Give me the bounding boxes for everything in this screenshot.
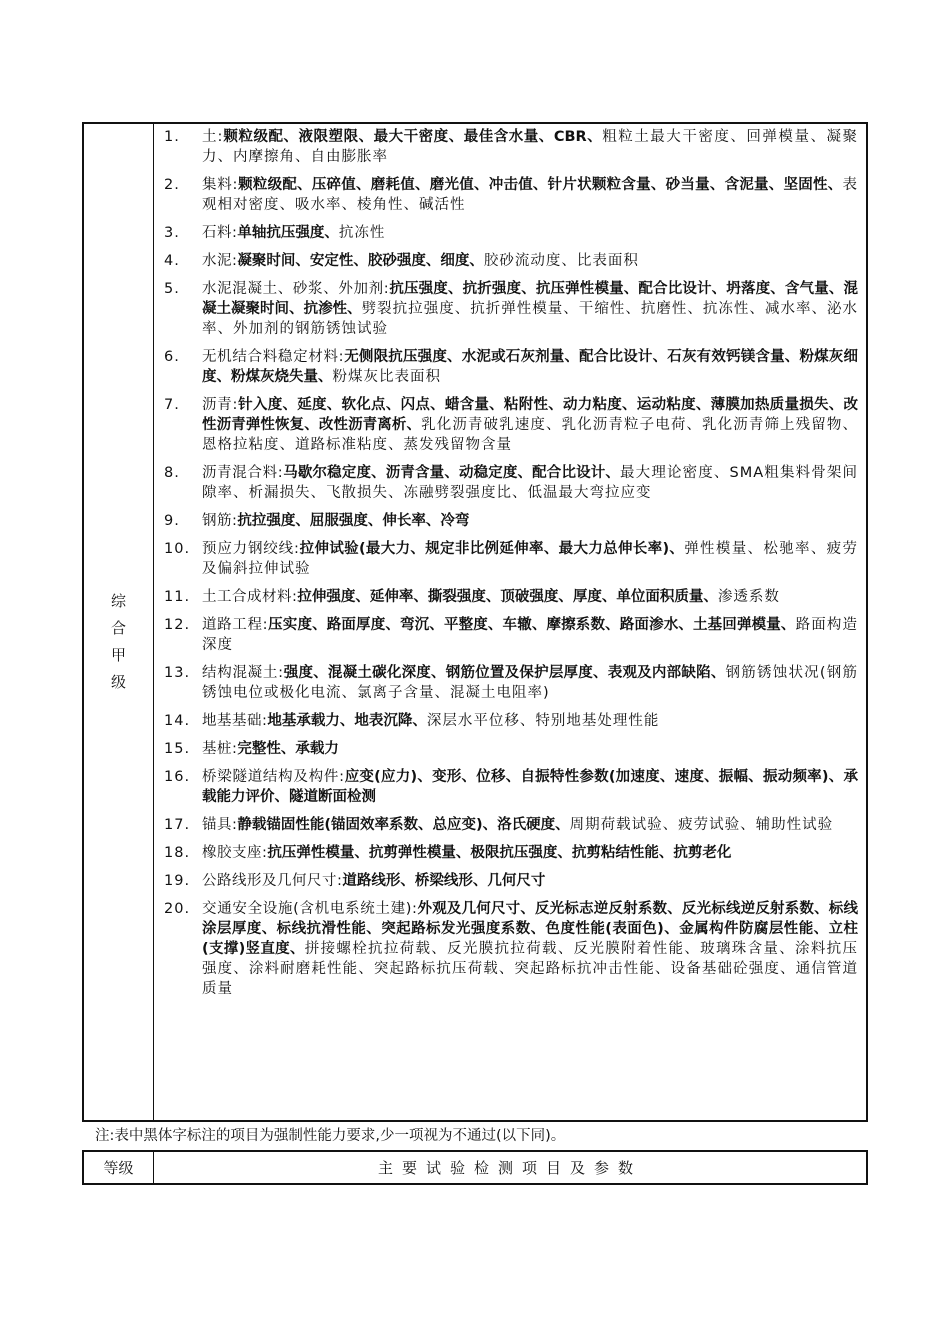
mandatory-parameters: 抗拉强度、屈服强度、伸长率、冷弯 (237, 513, 470, 529)
list-item (164, 539, 858, 579)
mandatory-parameters: 针入度、延度、软化点、闪点、蜡含量、粘附性、动力粘度、运动粘度、薄膜加热质量损失、改性沥青弹性恢复、改性沥青离析、 (202, 397, 858, 433)
list-item (164, 511, 858, 531)
item-number: 14. (164, 713, 191, 729)
item-number: 13. (164, 665, 191, 681)
mandatory-parameters: 应变(应力)、变形、位移、自振特性参数(加速度、速度、振幅、振动频率)、承载能力评价、隧道断面检测 (202, 769, 858, 805)
item-text (202, 127, 858, 167)
list-item (164, 843, 858, 863)
list-item (164, 663, 858, 703)
item-text (202, 395, 858, 455)
item-number: 8. (164, 465, 180, 481)
list-item (164, 815, 858, 835)
mandatory-parameters: 颗粒级配、液限塑限、最大干密度、最佳含水量、CBR、 (222, 129, 603, 145)
list-item (164, 347, 858, 387)
item-number: 16. (164, 769, 191, 785)
item-text (202, 279, 858, 339)
item-label: 钢筋: (202, 513, 238, 529)
item-number: 9. (164, 513, 180, 529)
mandatory-parameters: 地基承载力、地表沉降、 (267, 713, 427, 729)
item-text (202, 899, 858, 999)
optional-parameters: 渗透系数 (717, 589, 780, 605)
item-number: 12. (164, 617, 191, 633)
item-text (202, 587, 858, 607)
header-items: 主要试验检测项目及参数 (377, 1159, 642, 1177)
mandatory-parameters: 抗压弹性模量、抗剪弹性模量、极限抗压强度、抗剪粘结性能、抗剪老化 (267, 845, 732, 861)
item-number: 4. (164, 253, 180, 269)
item-text (202, 739, 858, 759)
item-number: 10. (164, 541, 191, 557)
list-item (164, 223, 858, 243)
item-number: 17. (164, 817, 191, 833)
mandatory-parameters: 压实度、路面厚度、弯沉、平整度、车辙、摩擦系数、路面渗水、土基回弹模量、 (268, 617, 796, 633)
item-label: 沥青: (202, 397, 238, 413)
item-label: 沥青混合料: (202, 465, 284, 481)
grade-char: 合 (110, 619, 126, 637)
item-number: 1. (164, 129, 180, 145)
item-label: 水泥混凝土、砂浆、外加剂: (202, 281, 390, 297)
item-text (202, 539, 858, 579)
optional-parameters: 劈裂抗拉强度、抗折弹性模量、干缩性、抗磨性、抗冻性、减水率、泌水率、外加剂的钢筋锈蚀试验 (202, 301, 859, 337)
list-item (164, 711, 858, 731)
optional-parameters: 拼接螺栓抗拉荷载、反光膜抗拉荷载、反光膜附着性能、玻璃珠含量、涂料抗压强度、涂料耐磨耗性能、突起路标抗压荷载、突起路标抗冲击性能、设备基础砼强度、通信管道质量 (202, 941, 858, 997)
item-label: 结构混凝土: (202, 665, 284, 681)
mandatory-parameters: 外观及几何尺寸、反光标志逆反射系数、反光标线逆反射系数、标线涂层厚度、标线抗滑性能、突起路标发光强度系数、色度性能(表面色)、金属构件防腐层性能、立柱(支撑)竖直度、 (202, 901, 858, 957)
list-item (164, 175, 858, 215)
item-label: 土工合成材料: (202, 589, 298, 605)
mandatory-parameters: 完整性、承载力 (237, 741, 339, 757)
mandatory-parameters: 单轴抗压强度、 (237, 225, 339, 241)
item-number: 7. (164, 397, 180, 413)
optional-parameters: 乳化沥青破乳速度、乳化沥青粒子电荷、乳化沥青筛上残留物、恩格拉粘度、道路标准粘度、蒸发残留物含量 (202, 417, 858, 453)
optional-parameters: 周期荷载试验、疲劳试验、辅助性试验 (569, 817, 834, 833)
list-item (164, 279, 858, 339)
item-label: 石料: (202, 225, 238, 241)
mandatory-parameters: 静载锚固性能(锚固效率系数、总应变)、洛氏硬度、 (237, 817, 570, 833)
optional-parameters: 胶砂流动度、比表面积 (483, 253, 639, 269)
item-number: 19. (164, 873, 191, 889)
footnote: 注:表中黑体字标注的项目为强制性能力要求,少一项视为不通过(以下同)。 (95, 1128, 566, 1144)
item-text (202, 663, 858, 703)
optional-parameters: 最大理论密度、SMA粗集料骨架间隙率、析漏损失、飞散损失、冻融劈裂强度比、低温最大弯拉应变 (202, 465, 859, 501)
list-item (164, 871, 858, 891)
list-item (164, 251, 858, 271)
mandatory-parameters: 无侧限抗压强度、水泥或石灰剂量、配合比设计、石灰有效钙镁含量、粉煤灰细度、粉煤灰烧失量、 (202, 349, 858, 385)
item-text (202, 767, 858, 807)
item-label: 道路工程: (202, 617, 268, 633)
optional-parameters: 粉煤灰比表面积 (332, 369, 441, 385)
item-number: 6. (164, 349, 180, 365)
item-text (202, 347, 858, 387)
grade-char: 级 (110, 673, 126, 691)
item-text (202, 223, 858, 243)
list-item (164, 463, 858, 503)
optional-parameters: 钢筋锈蚀状况(钢筋锈蚀电位或极化电流、氯离子含量、混凝土电阻率) (202, 665, 859, 701)
item-label: 基桩: (202, 741, 238, 757)
item-label: 水泥: (202, 253, 238, 269)
item-label: 土: (202, 129, 223, 145)
mandatory-parameters: 抗压强度、抗折强度、抗压弹性模量、配合比设计、坍落度、含气量、混凝土凝聚时间、抗渗性、 (202, 281, 858, 317)
grade-char: 综 (110, 592, 126, 610)
item-text (202, 871, 858, 891)
item-number: 20. (164, 901, 191, 917)
mandatory-parameters: 马歇尔稳定度、沥青含量、动稳定度、配合比设计、 (283, 465, 621, 481)
item-text (202, 615, 858, 655)
list-item (164, 615, 858, 655)
optional-parameters: 抗冻性 (338, 225, 386, 241)
item-text (202, 511, 858, 531)
mandatory-parameters: 拉伸试验(最大力、规定非比例延伸率、最大力总伸长率)、 (299, 541, 685, 557)
item-label: 无机结合料稳定材料: (202, 349, 345, 365)
mandatory-parameters: 拉伸强度、延伸率、撕裂强度、顶破强度、厚度、单位面积质量、 (297, 589, 718, 605)
item-number: 15. (164, 741, 191, 757)
item-text (202, 815, 858, 835)
list-item (164, 395, 858, 455)
item-number: 18. (164, 845, 191, 861)
item-number: 3. (164, 225, 180, 241)
list-item (164, 127, 858, 167)
item-number: 5. (164, 281, 180, 297)
optional-parameters: 弹性模量、松驰率、疲劳及偏斜拉伸试验 (202, 541, 858, 577)
item-text (202, 843, 858, 863)
item-label: 地基基础: (202, 713, 268, 729)
item-label: 预应力钢绞线: (202, 541, 300, 557)
list-item (164, 767, 858, 807)
item-number: 2. (164, 177, 180, 193)
item-number: 11. (164, 589, 191, 605)
item-label: 交通安全设施(含机电系统土建): (202, 901, 418, 917)
item-label: 集料: (202, 177, 238, 193)
mandatory-parameters: 道路线形、桥梁线形、几何尺寸 (342, 873, 546, 889)
grade-cell (84, 124, 154, 1120)
list-item (164, 587, 858, 607)
optional-parameters: 粗粒土最大干密度、回弹模量、凝聚力、内摩擦角、自由膨胀率 (202, 129, 859, 165)
item-text (202, 711, 858, 731)
optional-parameters: 路面构造深度 (202, 617, 859, 653)
item-text (202, 175, 858, 215)
list-item (164, 899, 858, 999)
header-table (82, 1150, 868, 1185)
mandatory-parameters: 凝聚时间、安定性、胶砂强度、细度、 (237, 253, 484, 269)
item-label: 桥梁隧道结构及构件: (202, 769, 345, 785)
header-grade: 等级 (84, 1152, 154, 1183)
mandatory-parameters: 强度、混凝土碳化深度、钢筋位置及保护层厚度、表观及内部缺陷、 (283, 665, 726, 681)
qualification-table (82, 122, 868, 1122)
item-label: 公路线形及几何尺寸: (202, 873, 343, 889)
item-text (202, 251, 858, 271)
items-cell (154, 124, 866, 1120)
optional-parameters: 深层水平位移、特别地基处理性能 (426, 713, 660, 729)
list-item (164, 739, 858, 759)
mandatory-parameters: 颗粒级配、压碎值、磨耗值、磨光值、冲击值、针片状颗粒含量、砂当量、含泥量、坚固性、 (237, 177, 843, 193)
item-label: 锚具: (202, 817, 238, 833)
grade-char: 甲 (110, 646, 126, 664)
item-text (202, 463, 858, 503)
item-label: 橡胶支座: (202, 845, 268, 861)
optional-parameters: 表观相对密度、吸水率、棱角性、碱活性 (202, 177, 858, 213)
